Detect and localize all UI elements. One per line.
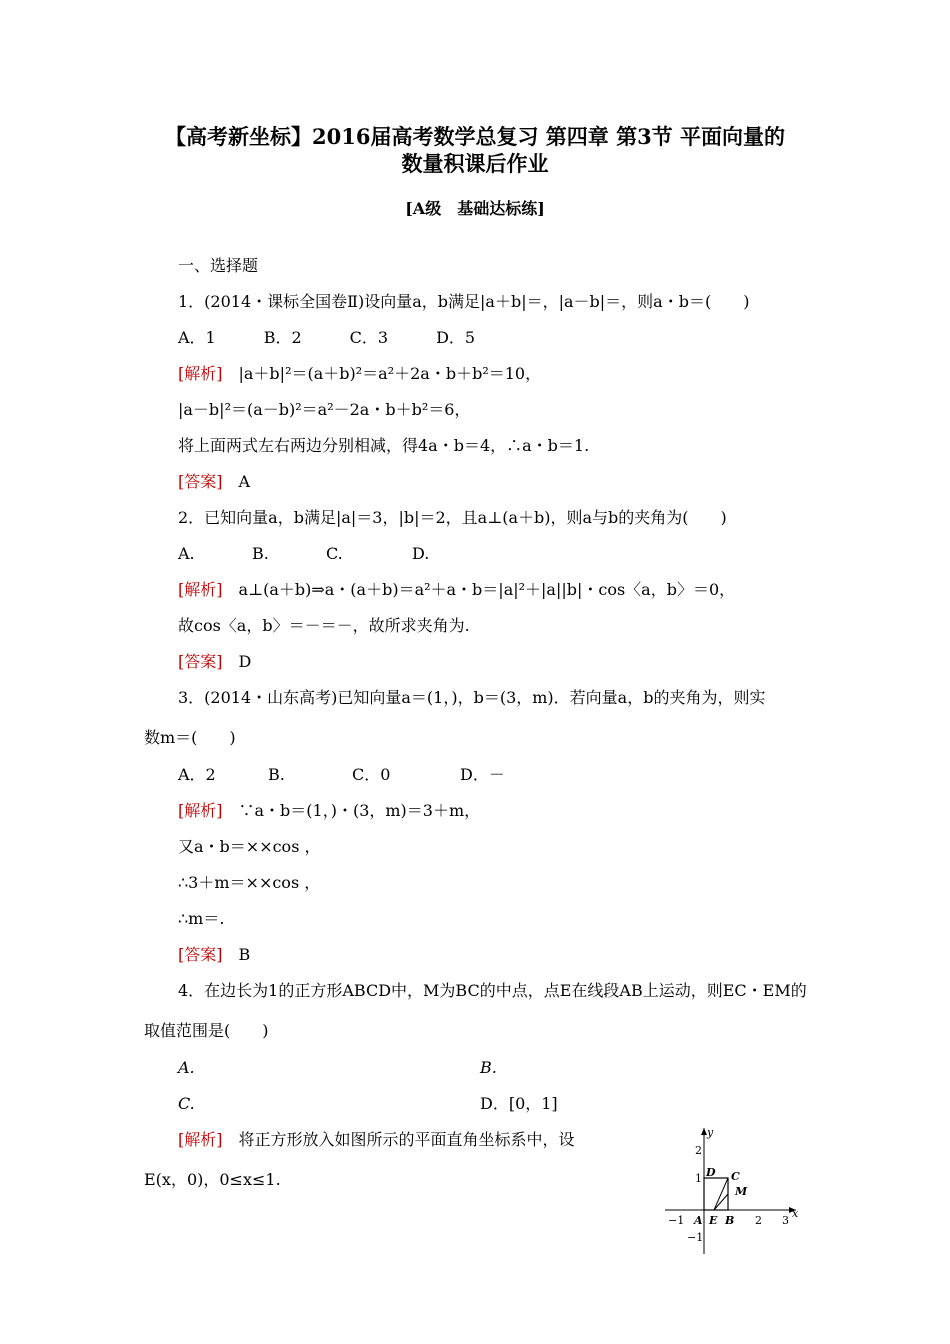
tick-y-neg1: −1	[687, 1231, 704, 1244]
q3-stem-2: 数m＝( )	[144, 728, 236, 747]
q3-analysis-2: 又a・b＝××cos ，	[178, 837, 321, 856]
tick-x-2: 2	[755, 1214, 762, 1227]
q2-option-a: A.	[178, 544, 195, 563]
analysis-tag: [解析]	[178, 1130, 223, 1149]
q3-analysis-text-1: ∵a・b＝(1，)・(3，m)＝3＋m，	[222, 801, 481, 820]
q2-answer-value: D	[222, 652, 252, 671]
q2-analysis-1	[178, 580, 735, 600]
q3-answer-value: B	[222, 945, 251, 964]
q3-answer	[178, 945, 250, 965]
q1-stem: 1．(2014・课标全国卷Ⅱ)设向量a，b满足|a＋b|＝，|a－b|＝，则a・b＝( )	[178, 292, 750, 311]
answer-tag: [答案]	[178, 945, 223, 964]
q4-option-a: A.	[178, 1058, 195, 1077]
q3-option-c: C．0	[352, 765, 391, 784]
tick-y-2: 2	[695, 1144, 702, 1157]
q4-option-c: C.	[178, 1094, 195, 1113]
q4-analysis-1	[178, 1130, 575, 1150]
q1-answer	[178, 472, 250, 492]
label-d: D	[706, 1166, 716, 1179]
tick-y-1: 1	[695, 1172, 702, 1185]
q1-analysis-2: |a－b|²＝(a－b)²＝a²－2a・b＋b²＝6，	[178, 400, 471, 419]
analysis-tag: [解析]	[178, 364, 223, 383]
q3-analysis-3: ∴3＋m＝××cos ，	[178, 873, 321, 892]
q3-option-b: B.	[268, 765, 285, 784]
q3-option-d: D．－	[460, 765, 505, 784]
label-a: A	[694, 1214, 703, 1227]
document-title-line1: 【高考新坐标】2016届高考数学总复习 第四章 第3节 平面向量的	[165, 124, 785, 149]
q2-analysis-text-1: a⊥(a＋b)⇒a・(a＋b)＝a²＋a・b＝|a|²＋|a||b|・cos〈a，b〉＝0，	[222, 580, 736, 599]
axis-x-label: x	[792, 1207, 799, 1220]
q2-answer	[178, 652, 251, 672]
answer-tag: [答案]	[178, 472, 223, 491]
segment-ec	[714, 1178, 728, 1210]
analysis-tag: [解析]	[178, 801, 223, 820]
q4-option-d: D．[0，1]	[480, 1094, 558, 1113]
label-e: E	[709, 1214, 718, 1227]
axis-y-label: y	[707, 1126, 714, 1139]
q4-option-b: B.	[480, 1058, 497, 1077]
label-m: M	[735, 1185, 748, 1198]
q4-analysis-2: E(x，0)，0≤x≤1.	[144, 1170, 281, 1189]
tick-x-neg1: −1	[668, 1214, 685, 1227]
q1-options: A．1 B．2 C．3 D．5	[178, 328, 476, 347]
q2-stem: 2．已知向量a，b满足|a|＝3，|b|＝2，且a⊥(a＋b)，则a与b的夹角为( )	[178, 508, 727, 527]
section-heading: 一、选择题	[178, 256, 259, 275]
q3-analysis-1	[178, 801, 480, 821]
label-b: B	[725, 1214, 735, 1227]
q1-analysis-1	[178, 364, 541, 384]
q1-analysis-3: 将上面两式左右两边分别相减，得4a・b＝4，∴a・b＝1.	[178, 436, 590, 455]
q2-option-c: C.	[326, 544, 343, 563]
q3-option-a: A．2	[178, 765, 216, 784]
q4-stem-2: 取值范围是( )	[144, 1021, 269, 1040]
q2-option-b: B.	[252, 544, 269, 563]
q2-analysis-2: 故cos〈a，b〉＝－＝－，故所求夹角为.	[178, 616, 470, 635]
level-heading: [A级 基础达标练]	[405, 199, 545, 218]
q4-analysis-text-1: 将正方形放入如图所示的平面直角坐标系中，设	[222, 1130, 575, 1149]
q4-stem-1: 4．在边长为1的正方形ABCD中，M为BC的中点，点E在线段AB上运动，则EC・EM的	[178, 981, 807, 1000]
segment-em	[714, 1194, 728, 1210]
analysis-tag: [解析]	[178, 580, 223, 599]
q1-answer-value: A	[222, 472, 251, 491]
q2-option-d: D.	[412, 544, 430, 563]
tick-x-3: 3	[782, 1214, 789, 1227]
document-title-line2: 数量积课后作业	[401, 151, 549, 176]
label-c: C	[731, 1170, 740, 1183]
q3-stem-1: 3．(2014・山东高考)已知向量a＝(1，)，b＝(3，m)．若向量a，b的夹角为，则实	[178, 688, 766, 707]
q1-analysis-text-1: |a＋b|²＝(a＋b)²＝a²＋2a・b＋b²＝10，	[222, 364, 542, 383]
coordinate-figure	[660, 1120, 810, 1260]
answer-tag: [答案]	[178, 652, 223, 671]
q3-analysis-4: ∴m＝.	[178, 909, 225, 928]
